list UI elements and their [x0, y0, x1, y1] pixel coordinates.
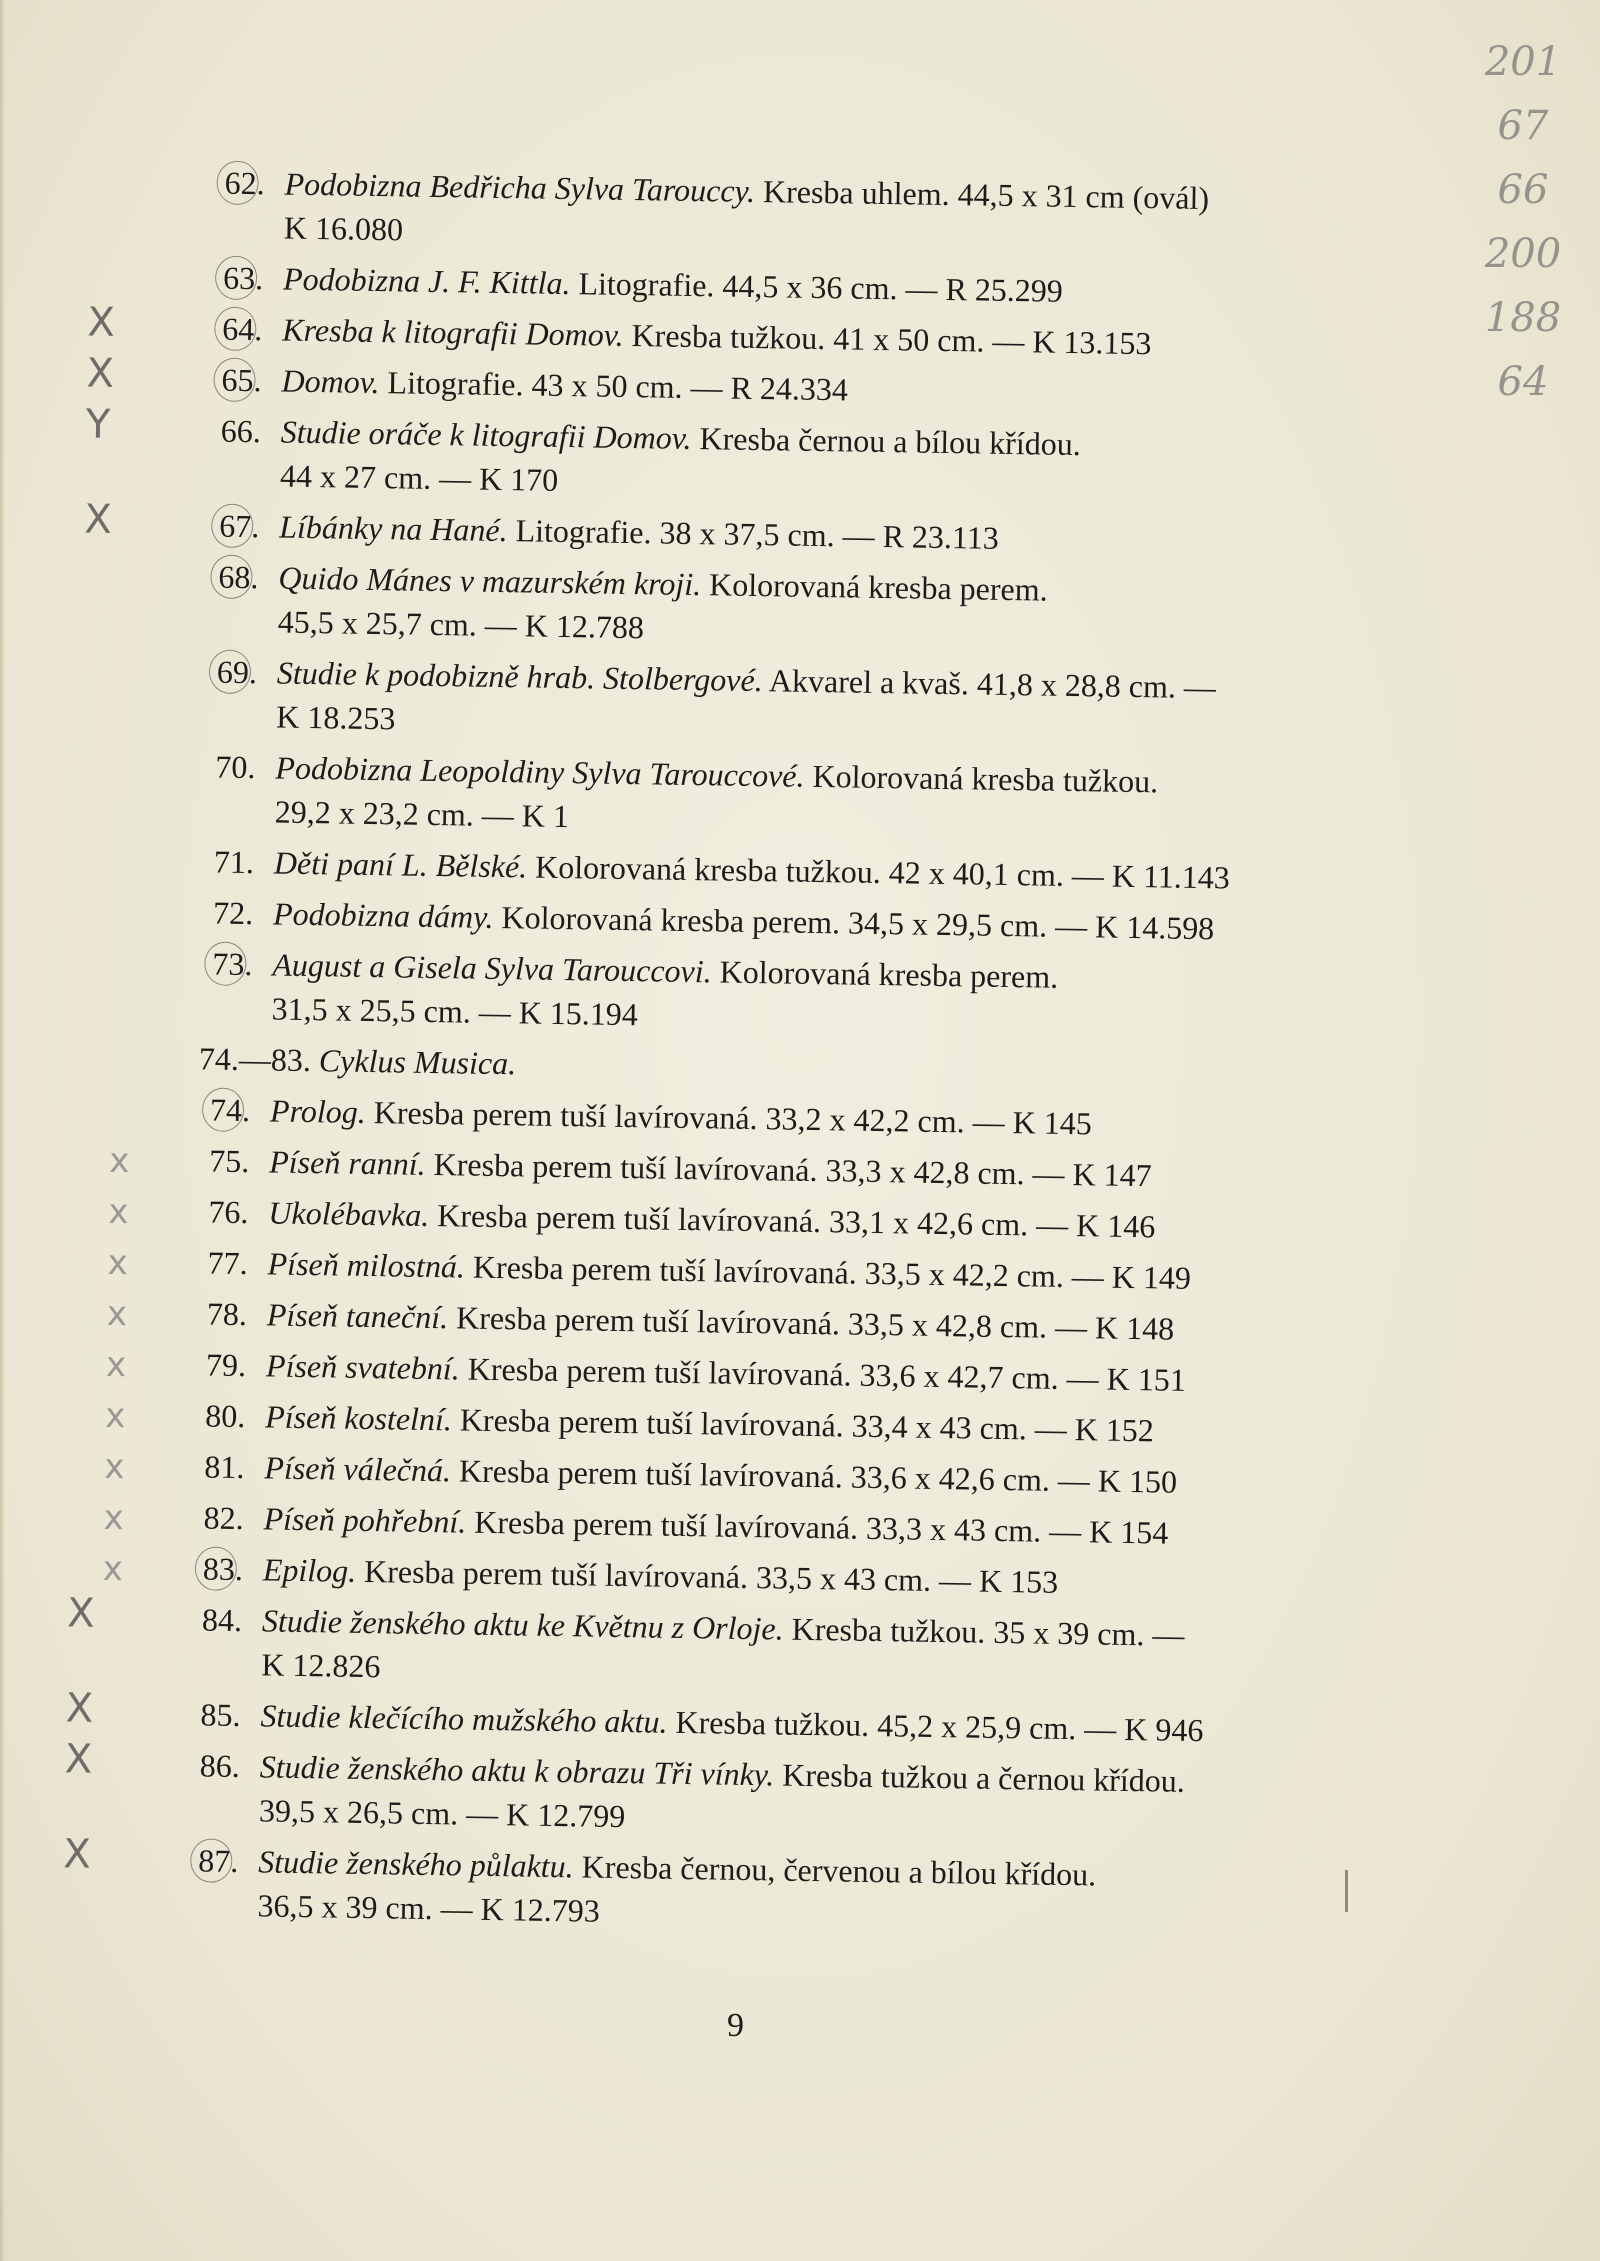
catalog-entry	[171, 941, 1372, 1048]
entry-description: Kresba perem tuší lavírovaná. 33,4 x 43 cm. — K 152	[451, 1401, 1155, 1449]
margin-note: 66	[1497, 167, 1549, 213]
entry-number: 78.	[206, 1295, 248, 1333]
pencil-cross-mark: X	[87, 299, 116, 346]
entry-number: 85.	[200, 1696, 241, 1734]
pencil-cross-mark: X	[83, 496, 113, 543]
margin-tick-mark	[1345, 1870, 1348, 1912]
pencil-cross-mark: x	[104, 1395, 126, 1437]
entry-title: Domov.	[281, 362, 380, 401]
entry-description: Kolorovaná kresba tužkou.	[804, 757, 1159, 800]
entry-title: Líbánky na Hané.	[278, 508, 508, 549]
entry-number: 76.	[208, 1193, 249, 1231]
entry-number: 80.	[204, 1397, 246, 1435]
entry-title: Píseň válečná.	[264, 1449, 452, 1489]
catalog-entry	[63, 1831, 1358, 1945]
entry-description: Kresba perem tuší lavírovaná. 33,5 x 42,8 cm. — K 148	[447, 1299, 1175, 1347]
margin-note: 64	[1497, 359, 1549, 405]
entry-title: Kresba k litografii Domov.	[282, 311, 624, 353]
catalog-entry	[174, 744, 1375, 851]
entry-description: Kresba černou, červenou a bílou křídou.	[573, 1848, 1097, 1893]
pencil-cross-mark: X	[63, 1831, 92, 1878]
entry-title: Píseň kostelní.	[264, 1398, 453, 1438]
pencil-cross-mark: x	[106, 1293, 128, 1335]
entry-continuation: 44 x 27 cm. — K 170	[279, 457, 559, 498]
entry-number: 77.	[207, 1244, 248, 1282]
entry-description: Kresba perem tuší lavírovaná. 33,5 x 42,2 cm. — K 149	[464, 1248, 1192, 1296]
entry-continuation: 39,5 x 26,5 cm. — K 12.799	[258, 1792, 626, 1835]
pencil-cross-mark: x	[105, 1344, 127, 1386]
entry-description: Kresba perem tuší lavírovaná. 33,6 x 42,6 cm. — K 150	[450, 1452, 1178, 1500]
entry-number: 70.	[215, 748, 256, 786]
entry-title: Podobizna dámy.	[272, 895, 494, 935]
entry-number: 74.—83.	[198, 1040, 312, 1079]
margin-note: 67	[1497, 103, 1549, 149]
catalog-entry	[64, 1736, 1360, 1850]
entry-description: Kresba perem tuší lavírovaná. 33,3 x 43 cm. — K 154	[466, 1503, 1169, 1551]
entry-number: 68.	[218, 555, 259, 600]
entry-number: 65.	[221, 358, 262, 403]
entry-description: Kresba černou a bílou křídou.	[691, 419, 1082, 463]
pencil-cross-mark: x	[103, 1497, 125, 1539]
entry-number: 64.	[222, 307, 263, 352]
entry-number: 73.	[212, 942, 253, 987]
entry-title: Studie ženského aktu ke Květnu z Orloje.	[261, 1602, 784, 1647]
entry-title: Podobizna J. F. Kittla.	[282, 260, 571, 302]
pencil-cross-mark: x	[108, 1140, 130, 1182]
entry-number: 83.	[203, 1546, 244, 1591]
entry-number: 62.	[224, 161, 265, 206]
entry-title: Cyklus Musica.	[318, 1042, 517, 1082]
entry-title: Studie ženského aktu k obrazu Tři vínky.	[259, 1748, 775, 1793]
margin-pencil-notes	[1468, 30, 1578, 414]
entry-title: Studie klečícího mužského aktu.	[260, 1697, 668, 1740]
page-edge-shadow	[0, 0, 5, 2261]
entry-title: Píseň pohřební.	[263, 1500, 467, 1540]
catalog-entry-list	[63, 160, 1385, 1952]
entry-number: 74.	[210, 1088, 251, 1133]
pencil-cross-mark: X	[86, 350, 115, 397]
entry-title: Ukolébavka.	[268, 1194, 430, 1233]
page-number: 9	[727, 2007, 744, 2044]
entry-number: 69.	[217, 650, 258, 695]
entry-continuation: 36,5 x 39 cm. — K 12.793	[257, 1887, 601, 1929]
entry-title: Studie ženského půlaktu.	[258, 1843, 575, 1885]
pencil-cross-mark: x	[102, 1548, 124, 1590]
entry-continuation: 29,2 x 23,2 cm. — K 1	[274, 793, 570, 835]
entry-number: 82.	[203, 1499, 244, 1537]
entry-description: Kolorovaná kresba perem.	[700, 566, 1048, 608]
entry-description: Litografie. 38 x 37,5 cm. — R 23.113	[507, 512, 1000, 556]
pencil-cross-mark: X	[64, 1736, 93, 1783]
entry-title: Quido Mánes v mazurském kroji.	[278, 559, 702, 603]
entry-title: Píseň ranní.	[268, 1143, 426, 1182]
catalog-entry	[177, 554, 1378, 661]
catalog-entry	[85, 401, 1381, 515]
entry-number: 81.	[204, 1448, 245, 1486]
catalog-entry	[66, 1590, 1362, 1704]
entry-description: Kolorovaná kresba perem.	[711, 953, 1059, 995]
entry-number: 87.	[198, 1838, 239, 1883]
entry-description: Kolorovaná kresba perem. 34,5 x 29,5 cm. — K 14.598	[493, 898, 1215, 947]
entry-description: Kresba perem tuší lavírovaná. 33,6 x 42,7 cm. — K 151	[459, 1350, 1187, 1398]
entry-title: Píseň taneční.	[266, 1296, 449, 1336]
margin-note: 201	[1484, 39, 1562, 85]
pencil-cross-mark: x	[107, 1242, 129, 1284]
entry-title: Píseň svatební.	[265, 1347, 461, 1387]
entry-description: Akvarel a kvaš. 41,8 x 28,8 cm. —	[762, 662, 1217, 706]
margin-note: 188	[1484, 295, 1562, 341]
entry-number: 66.	[220, 412, 262, 450]
entry-description: Litografie. 43 x 50 cm. — R 24.334	[379, 364, 849, 408]
entry-title: Děti paní L. Bělské.	[273, 844, 528, 885]
entry-number: 86.	[199, 1747, 241, 1785]
entry-description: Kresba tužkou. 41 x 50 cm. — K 13.153	[623, 316, 1152, 362]
entry-continuation: K 12.826	[261, 1646, 381, 1685]
entry-description: Kresba perem tuší lavírovaná. 33,5 x 43 cm. — K 153	[355, 1552, 1059, 1600]
pencil-cross-mark: X	[66, 1590, 95, 1637]
entry-number: 72.	[212, 894, 254, 932]
entry-title: Podobizna Bedřicha Sylva Tarouccy.	[284, 165, 756, 209]
entry-title: Studie oráče k litografii Domov.	[280, 413, 692, 456]
pencil-cross-mark: x	[104, 1446, 125, 1488]
entry-continuation: 31,5 x 25,5 cm. — K 15.194	[271, 990, 639, 1033]
entry-description: Kresba perem tuší lavírovaná. 33,2 x 42,2 cm. — K 145	[365, 1093, 1093, 1142]
entry-description: Litografie. 44,5 x 36 cm. — R 25.299	[570, 265, 1064, 309]
entry-continuation: K 16.080	[283, 209, 404, 248]
entry-number: 79.	[205, 1346, 247, 1384]
entry-title: August a Gisela Sylva Tarouccovi.	[272, 946, 712, 990]
entry-description: Kresba tužkou. 35 x 39 cm. —	[783, 1610, 1185, 1653]
entry-number: 67.	[219, 504, 260, 549]
entry-description: Kresba perem tuší lavírovaná. 33,1 x 42,6 cm. — K 146	[428, 1196, 1156, 1245]
margin-note: 200	[1484, 231, 1562, 277]
entry-title: Epilog.	[262, 1551, 357, 1589]
pencil-cross-mark: Y	[85, 401, 111, 448]
entry-description: Kolorovaná kresba tužkou. 42 x 40,1 cm. — K 11.143	[526, 848, 1231, 896]
entry-title: Podobizna Leopoldiny Sylva Tarouccové.	[275, 749, 805, 794]
entry-number: 63.	[223, 256, 264, 301]
entry-number: 71.	[213, 843, 255, 881]
pencil-cross-mark: X	[65, 1685, 94, 1732]
entry-number: 75.	[209, 1142, 250, 1180]
entry-description: Kresba tužkou a černou křídou.	[774, 1756, 1186, 1799]
entry-description: Kresba uhlem. 44,5 x 31 cm (ovál)	[754, 172, 1210, 217]
entry-title: Píseň milostná.	[267, 1245, 466, 1285]
pencil-cross-mark: x	[108, 1191, 129, 1233]
entry-description: Kresba tužkou. 45,2 x 25,9 cm. — K 946	[667, 1703, 1204, 1749]
entry-description: Kresba perem tuší lavírovaná. 33,3 x 42,8 cm. — K 147	[425, 1145, 1152, 1194]
entry-number: 84.	[201, 1601, 243, 1639]
catalog-entry	[176, 649, 1377, 756]
entry-continuation: K 18.253	[275, 698, 396, 737]
entry-continuation: 45,5 x 25,7 cm. — K 12.788	[277, 603, 645, 646]
entry-title: Prolog.	[269, 1092, 367, 1130]
entry-title: Studie k podobizně hrab. Stolbergové.	[276, 654, 764, 699]
catalog-entry	[184, 160, 1385, 267]
